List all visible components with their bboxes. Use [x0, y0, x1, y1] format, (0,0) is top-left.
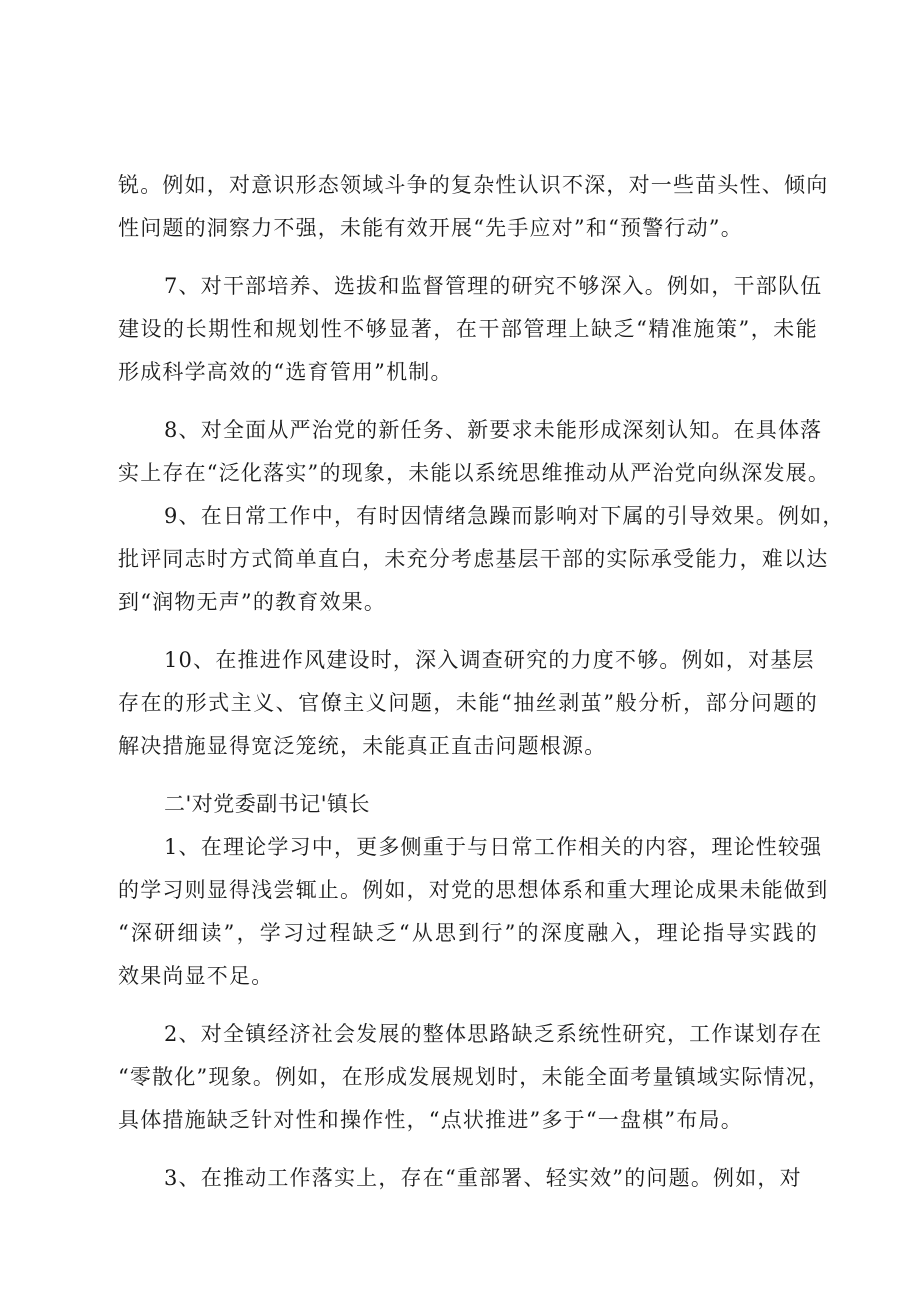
paragraph-line: 建设的长期性和规划性不够显著，在干部管理上缺乏“精准施策”，未能	[118, 317, 818, 341]
paragraph-line: “深研细读”，学习过程缺乏“从思到行”的深度融入，理论指导实践的	[118, 921, 818, 945]
section-heading: 二'对党委副书记'镇长	[164, 792, 371, 816]
paragraph-8-start: 8、对全面从严治党的新任务、新要求未能形成深刻认知。在具体落	[164, 418, 823, 442]
paragraph-line: 实上存在“泛化落实”的现象，未能以系统思维推动从严治党向纵深发展。	[118, 461, 831, 485]
paragraph-line: 解决措施显得宽泛笼统，未能真正直击问题根源。	[118, 734, 607, 758]
paragraph-line: 效果尚显不足。	[118, 964, 274, 988]
paragraph-line: 具体措施缺乏针对性和操作性，“点状推进”多于“一盘棋”布局。	[118, 1108, 743, 1132]
paragraph-line: 性问题的洞察力不强，未能有效开展“先手应对”和“预警行动”。	[118, 216, 743, 240]
paragraph-7-start: 7、对干部培养、选拔和监督管理的研究不够深入。例如，干部队伍	[164, 274, 823, 298]
paragraph-3-start: 3、在推动工作落实上，存在“重部署、轻实效”的问题。例如，对	[164, 1166, 802, 1190]
paragraph-line: 锐。例如，对意识形态领域斗争的复杂性认识不深，对一些苗头性、倾向	[118, 173, 829, 197]
paragraph-1-start: 1、在理论学习中，更多侧重于与日常工作相关的内容，理论性较强	[164, 835, 823, 859]
paragraph-line: “零散化”现象。例如，在形成发展规划时，未能全面考量镇域实际情况，	[118, 1065, 831, 1089]
paragraph-2-start: 2、对全镇经济社会发展的整体思路缺乏系统性研究，工作谋划存在	[164, 1022, 823, 1046]
paragraph-line: 形成科学高效的“选育管用”机制。	[118, 360, 453, 384]
paragraph-10-start: 10、在推进作风建设时，深入调查研究的力度不够。例如，对基层	[164, 648, 815, 672]
paragraph-line: 到“润物无声”的教育效果。	[118, 590, 387, 614]
paragraph-9-start: 9、在日常工作中，有时因情绪急躁而影响对下属的引导效果。例如，	[164, 504, 845, 528]
paragraph-line: 批评同志时方式简单直白，未充分考虑基层干部的实际承受能力，难以达	[118, 547, 829, 571]
paragraph-line: 的学习则显得浅尝辄止。例如，对党的思想体系和重大理论成果未能做到	[118, 878, 829, 902]
paragraph-line: 存在的形式主义、官僚主义问题，未能“抽丝剥茧”般分析，部分问题的	[118, 691, 818, 715]
